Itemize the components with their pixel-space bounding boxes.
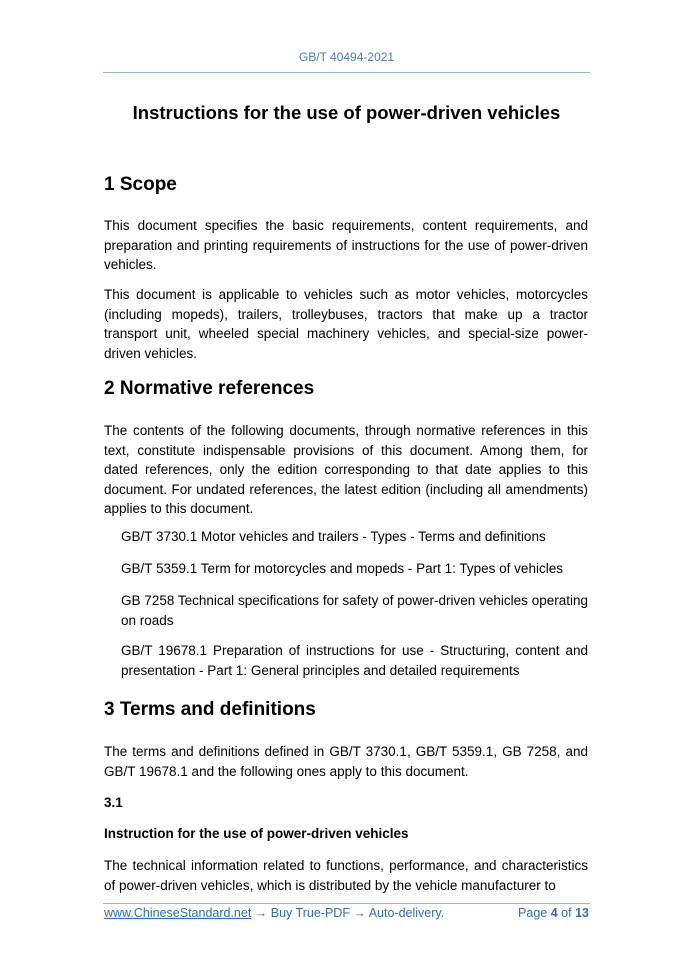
promo-text: → Buy True-PDF → Auto-delivery. xyxy=(254,906,445,920)
normative-reference-item: GB/T 19678.1 Preparation of instructions for use - Structuring, content and presentation - Part 1: General principles and detailed requirements xyxy=(121,643,588,678)
page-current: 4 xyxy=(550,906,558,920)
website-link[interactable]: www.ChineseStandard.net xyxy=(104,906,252,920)
term-definition: The technical information related to functions, performance, and characteristics of power-driven vehicles, which is distributed by the vehicle manufacturer to xyxy=(104,858,588,893)
scope-paragraph-1: This document specifies the basic requirements, content requirements, and preparation and printing requirements of instructions for the use of power-driven vehicles. xyxy=(104,218,588,272)
running-header: GB/T 40494-2021 xyxy=(298,50,395,64)
document-title: Instructions for the use of power-driven vehicles xyxy=(132,102,561,123)
term-title: Instruction for the use of power-driven vehicles xyxy=(104,826,409,841)
scope-paragraph-2: This document is applicable to vehicles such as motor vehicles, motorcycles (including mopeds), trailers, trolleybuses, tractors that make up a tractor transport unit, wheeled special machinery vehicles, and special-size power-driven vehicles. xyxy=(104,287,588,361)
footer-promo xyxy=(104,906,444,920)
page-label: Page xyxy=(518,906,548,920)
clause-number: 3.1 xyxy=(104,795,123,810)
normative-paragraph-1: The contents of the following documents, through normative references in this text, constitute indispensable provisions of this document. Among them, for dated references, only the edition corresponding to that date applies to this document. For undated references, the latest edition (including all amendments) applies to this document. xyxy=(104,423,588,516)
section-heading-terms-definitions: 3 Terms and definitions xyxy=(104,699,316,720)
normative-reference-item: GB/T 3730.1 Motor vehicles and trailers - Types - Terms and definitions xyxy=(121,529,546,544)
normative-reference-item: GB/T 5359.1 Term for motorcycles and mopeds - Part 1: Types of vehicles xyxy=(121,561,563,576)
footer-rule xyxy=(103,903,590,904)
page-footer xyxy=(104,906,589,920)
page-number xyxy=(518,906,589,920)
section-heading-scope: 1 Scope xyxy=(104,174,177,195)
header-rule xyxy=(103,72,590,73)
terms-paragraph-1: The terms and definitions defined in GB/T 3730.1, GB/T 5359.1, GB 7258, and GB/T 19678.1 and the following ones apply to this document. xyxy=(104,744,588,779)
page-total: 13 xyxy=(575,906,589,920)
section-heading-normative-references: 2 Normative references xyxy=(104,378,315,399)
page-of: of xyxy=(561,906,572,920)
normative-reference-item: GB 7258 Technical specifications for safety of power-driven vehicles operating on roads xyxy=(121,593,588,628)
